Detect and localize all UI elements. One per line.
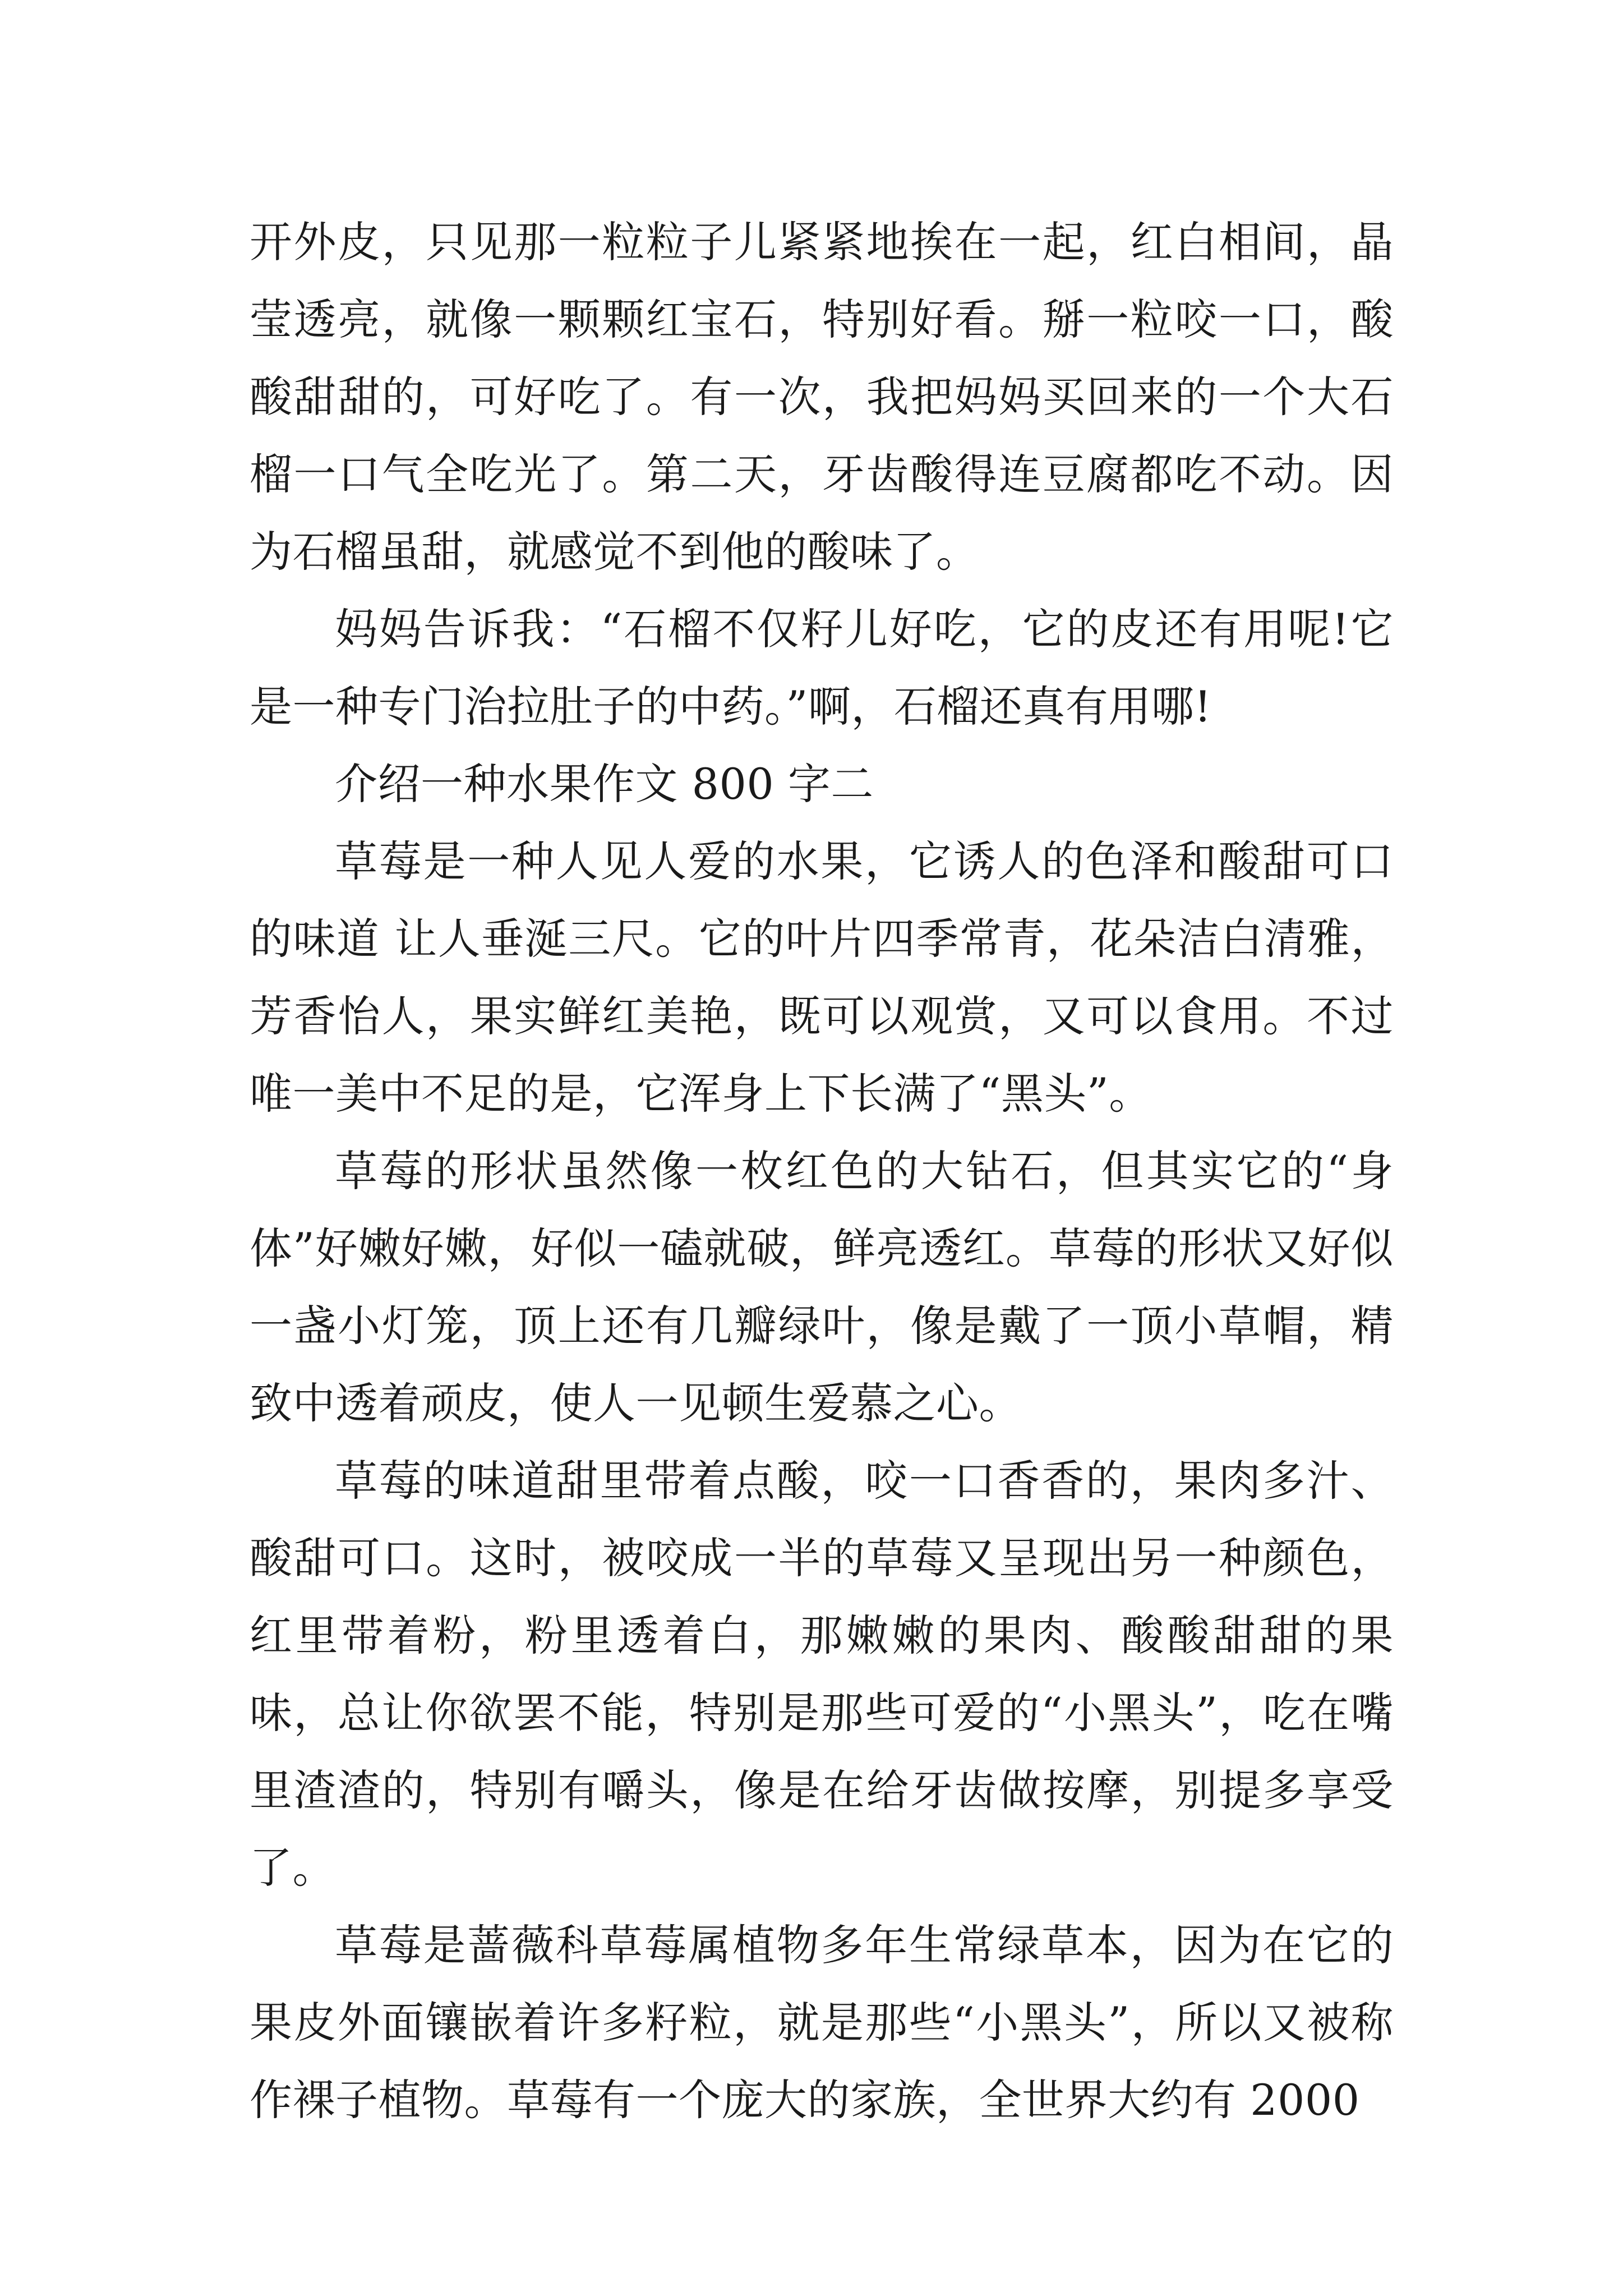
- paragraph-strawberry-family: 草莓是蔷薇科草莓属植物多年生常绿草本，因为在它的果皮外面镶嵌着许多籽粒，就是那些“小黑头”，所以又被称作裸子植物。草莓有一个庞大的家族，全世界大约有 2000: [250, 1920, 1394, 2125]
- paragraph-strawberry-intro: 草莓是一种人见人爱的水果，它诱人的色泽和酸甜可口的味道 让人垂涎三尺。它的叶片四季常青，花朵洁白清雅，芳香怡人，果实鲜红美艳，既可以观赏，又可以食用。不过唯一美中不足的是，它浑身上下长满了“黑头”。: [250, 836, 1394, 1119]
- essay-body: [250, 204, 1394, 2139]
- paragraph-strawberry-taste: 草莓的味道甜里带着点酸，咬一口香香的，果肉多汁、酸甜可口。这时，被咬成一半的草莓又呈现出另一种颜色，红里带着粉，粉里透着白，那嫩嫩的果肉、酸酸甜甜的果味，总让你欲罢不能，特别是那些可爱的“小黑头”，吃在嘴里渣渣的，特别有嚼头，像是在给牙齿做按摩，别提多享受了。: [250, 1456, 1394, 1893]
- essay-heading: 介绍一种水果作文 800 字二: [335, 759, 874, 809]
- paragraph-pomegranate-peel: 妈妈告诉我：“石榴不仅籽儿好吃，它的皮还有用呢!它是一种专门治拉肚子的中药。”啊，石榴还真有用哪!: [250, 604, 1394, 731]
- paragraph-strawberry-shape: 草莓的形状虽然像一枚红色的大钻石，但其实它的“身体”好嫩好嫩，好似一磕就破，鲜亮透红。草莓的形状又好似一盏小灯笼，顶上还有几瓣绿叶，像是戴了一顶小草帽，精致中透着顽皮，使人一见顿生爱慕之心。: [250, 1146, 1394, 1428]
- paragraph-pomegranate-taste: 开外皮，只见那一粒粒子儿紧紧地挨在一起，红白相间，晶莹透亮，就像一颗颗红宝石，特别好看。掰一粒咬一口，酸酸甜甜的，可好吃了。有一次，我把妈妈买回来的一个大石榴一口气全吃光了。第二天，牙齿酸得连豆腐都吃不动。因为石榴虽甜，就感觉不到他的酸味了。: [250, 217, 1394, 577]
